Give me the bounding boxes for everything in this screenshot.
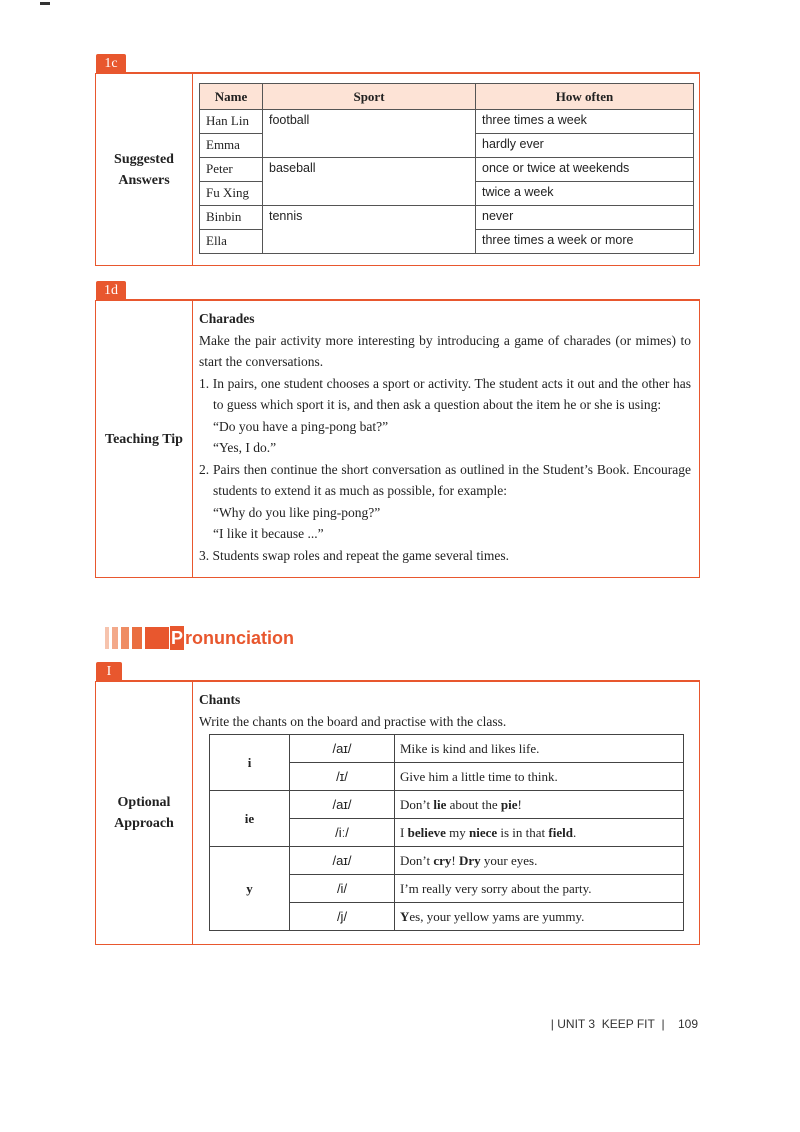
cell-sport: baseball <box>263 158 476 206</box>
cell-chant: Don’t cry! Dry your eyes. <box>395 847 684 875</box>
label-line: Answers <box>118 172 170 188</box>
cell-sound: /ɪ/ <box>290 763 395 791</box>
tip-quote: “Do you have a ping-pong bat?” <box>213 418 389 434</box>
section-heading-pronunciation <box>170 626 294 650</box>
cell-sound: /iː/ <box>290 819 395 847</box>
cell-how-often: never <box>476 206 694 230</box>
tip-quote: “Why do you like ping-pong?” <box>213 504 381 520</box>
cell-sound: /aɪ/ <box>290 847 395 875</box>
cell-chant: Mike is kind and likes life. <box>395 735 684 763</box>
footer-unit: UNIT 3 <box>557 1017 596 1031</box>
cell-how-often: once or twice at weekends <box>476 158 694 182</box>
section-tag-i: I <box>96 662 122 682</box>
cell-sound: /aɪ/ <box>290 791 395 819</box>
chants-text <box>199 689 691 732</box>
tip-intro: Make the pair activity more interesting by introducing a game of charades (or mimes) to start the conversations. <box>199 332 691 369</box>
section-tag-1d: 1d <box>96 281 126 301</box>
page-footer: | UNIT 3 KEEP FIT | 109 <box>550 1017 698 1031</box>
table-header-row <box>200 84 694 110</box>
cell-name: Emma <box>200 134 263 158</box>
cell-chant: I’m really very sorry about the party. <box>395 875 684 903</box>
tip-step-1: 1. In pairs, one student chooses a sport or activity. The student acts it out and the other has to guess which sport it is, and then ask a question about the item he or she is using: <box>199 375 691 412</box>
cell-how-often: three times a week or more <box>476 230 694 254</box>
table-row <box>210 791 684 819</box>
section-i-content <box>193 682 699 944</box>
tip-title: Charades <box>199 311 255 326</box>
corner-mark <box>40 2 50 5</box>
label-line: Optional <box>117 795 171 810</box>
table-row <box>200 110 694 134</box>
cell-name: Ella <box>200 230 263 254</box>
heading-initial: P <box>170 628 183 648</box>
heading-rest: ronunciation <box>185 628 294 648</box>
cell-letter: ie <box>210 791 290 847</box>
cell-sound: /i/ <box>290 875 395 903</box>
tip-step-2: 2. Pairs then continue the short conversation as outlined in the Student’s Book. Encourage students to extend it as much as possible, for example: <box>199 461 691 498</box>
cell-name: Peter <box>200 158 263 182</box>
section-tag-1c: 1c <box>96 54 126 74</box>
section-1c-box <box>95 73 700 266</box>
column-header-name: Name <box>200 84 263 110</box>
tip-quote: “I like it because ...” <box>213 526 324 541</box>
table-row <box>200 206 694 230</box>
cell-letter: y <box>210 847 290 931</box>
cell-letter: i <box>210 735 290 791</box>
label-line: Approach <box>114 816 174 831</box>
cell-chant: I believe my niece is in that field. <box>395 819 684 847</box>
cell-chant: Give him a little time to think. <box>395 763 684 791</box>
section-1d-box <box>95 300 700 578</box>
table-row <box>210 735 684 763</box>
section-i-label <box>96 682 193 944</box>
cell-how-often: three times a week <box>476 110 694 134</box>
column-header-how-often: How often <box>476 84 694 110</box>
cell-name: Han Lin <box>200 110 263 134</box>
cell-how-often: twice a week <box>476 182 694 206</box>
tip-step-3: 3. Students swap roles and repeat the game several times. <box>199 547 510 563</box>
section-1d-content <box>193 301 699 577</box>
label-line: Suggested <box>114 151 174 167</box>
cell-chant: Don’t lie about the pie! <box>395 791 684 819</box>
section-1c-label <box>96 74 193 265</box>
section-1d-label: Teaching Tip <box>96 301 193 577</box>
cell-how-often: hardly ever <box>476 134 694 158</box>
tip-quote: “Yes, I do.” <box>213 440 277 455</box>
table-row <box>210 847 684 875</box>
section-1c-content <box>193 74 699 265</box>
section-i-box <box>95 681 700 945</box>
cell-sound: /j/ <box>290 903 395 931</box>
answers-table <box>199 83 694 254</box>
page-number: 109 <box>677 1017 698 1031</box>
chants-instruction: Write the chants on the board and practise with the class. <box>199 713 507 729</box>
chants-title: Chants <box>199 692 241 707</box>
column-header-sport: Sport <box>263 84 476 110</box>
footer-title: KEEP FIT <box>601 1017 655 1031</box>
cell-name: Binbin <box>200 206 263 230</box>
chants-table <box>209 734 684 931</box>
cell-chant: Yes, your yellow yams are yummy. <box>395 903 684 931</box>
cell-sport: tennis <box>263 206 476 254</box>
teaching-tip-text <box>199 308 691 566</box>
cell-sport: football <box>263 110 476 158</box>
cell-sound: /aɪ/ <box>290 735 395 763</box>
table-row <box>200 158 694 182</box>
cell-name: Fu Xing <box>200 182 263 206</box>
